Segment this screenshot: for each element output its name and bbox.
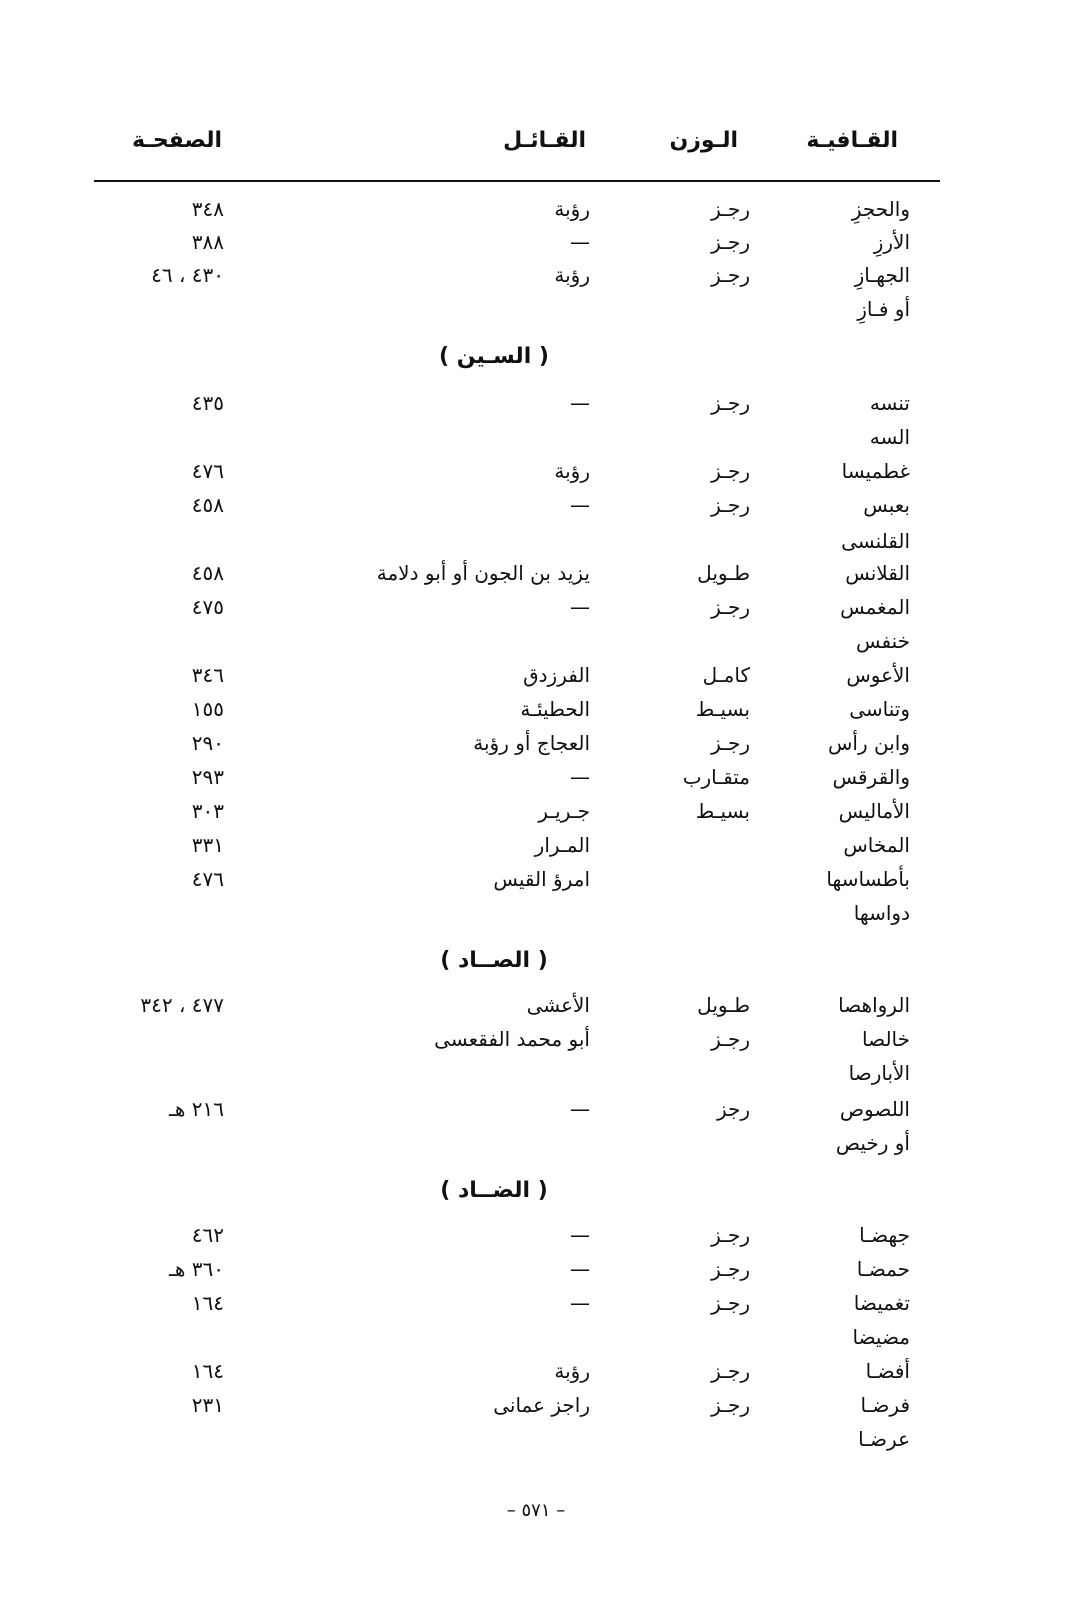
qafiya-cell: حمضـا [856, 1257, 910, 1281]
qafiya-cell: أو فـازِ [857, 297, 910, 321]
wazn-cell: طـويل [697, 561, 750, 585]
wazn-cell: رجـز [711, 230, 750, 254]
header-rule [94, 180, 940, 182]
qafiya-cell: والقرقس [832, 765, 910, 789]
qafiya-cell: القلنسى [841, 529, 910, 553]
page-cell: ٣٦٠ هـ [169, 1257, 224, 1281]
qafiya-cell: جهضـا [859, 1223, 910, 1247]
table-row [0, 794, 1092, 828]
table-row [0, 760, 1092, 794]
section-heading-saad: ( الصــاد ) [440, 948, 548, 973]
table-row [0, 386, 1092, 420]
wazn-cell: رجـز [711, 1291, 750, 1315]
qaail-cell: راجز عمانى [493, 1393, 590, 1417]
page-cell: ٤٧٧ ، ٣٤٢ [140, 993, 224, 1017]
header-qaail: القـائـل [503, 128, 586, 153]
table-row [0, 1388, 1092, 1422]
page-cell: ٣٤٦ [191, 663, 224, 687]
wazn-cell: رجـز [711, 731, 750, 755]
qaail-cell: امرؤ القيس [493, 867, 590, 891]
table-row [0, 624, 1092, 658]
header-wazn: الـوزن [669, 128, 738, 153]
page-cell: ٣٤٨ [191, 197, 224, 221]
page-cell: ٤٧٦ [191, 459, 224, 483]
qaail-cell: أبو محمد الفقعسى [434, 1027, 590, 1051]
wazn-cell: رجـز [711, 263, 750, 287]
qaail-cell: رؤبة [554, 197, 590, 221]
page-cell: ٢٣١ [191, 1393, 224, 1417]
qafiya-cell: وتناسى [849, 697, 910, 721]
table-row [0, 692, 1092, 726]
table-row [0, 1092, 1092, 1126]
qaail-cell: الأعشى [526, 993, 590, 1017]
page-cell: ٣٣١ [191, 833, 224, 857]
qafiya-cell: المغمس [840, 595, 910, 619]
qafiya-cell: الرواهصا [838, 993, 910, 1017]
table-row [0, 1422, 1092, 1456]
wazn-cell: رجـز [711, 1359, 750, 1383]
qaail-cell: رؤبة [554, 1359, 590, 1383]
wazn-cell: رجـز [711, 1393, 750, 1417]
qaail-cell: العجاج أو رؤبة [473, 731, 590, 755]
page-cell: ٤٥٨ [191, 561, 224, 585]
qafiya-cell: القلانس [845, 561, 910, 585]
wazn-cell: رجـز [711, 595, 750, 619]
qaail-cell: رؤبة [554, 263, 590, 287]
page-cell: ١٦٤ [191, 1291, 224, 1315]
page-cell: ٤٥٨ [191, 493, 224, 517]
qaail-cell: — [570, 391, 590, 415]
qafiya-cell: أو رخيص [835, 1131, 910, 1155]
qaail-cell: — [570, 230, 590, 254]
wazn-cell: رجـز [711, 459, 750, 483]
qaail-cell: الفرزدق [523, 663, 590, 687]
page-number: – ٥٧١ – [506, 1500, 566, 1521]
page-cell: ١٥٥ [191, 697, 224, 721]
table-row [0, 862, 1092, 896]
qafiya-cell: خنفس [855, 629, 910, 653]
section-heading-seen: ( السـين ) [439, 344, 549, 369]
qafiya-cell: والحجزِ [851, 197, 910, 221]
wazn-cell: رجـز [711, 1223, 750, 1247]
wazn-cell: بسيـط [695, 799, 750, 823]
qafiya-cell: تغميضا [853, 1291, 910, 1315]
section-heading-daad: ( الضــاد ) [440, 1178, 548, 1203]
qafiya-cell: خالصا [862, 1027, 910, 1051]
qafiya-cell: مضيضا [852, 1325, 910, 1349]
table-row [0, 1218, 1092, 1252]
qafiya-cell: الجهـازِ [854, 263, 910, 287]
qafiya-cell: السه [869, 425, 910, 449]
table-row [0, 658, 1092, 692]
table-row [0, 1056, 1092, 1090]
qaail-cell: — [570, 1291, 590, 1315]
qaail-cell: يزيد بن الجون أو أبو دلامة [376, 561, 590, 585]
wazn-cell: طـويل [697, 993, 750, 1017]
qaail-cell: رؤبة [554, 459, 590, 483]
page-cell: ٣٨٨ [191, 230, 224, 254]
table-row [0, 1286, 1092, 1320]
table-row [0, 488, 1092, 522]
qafiya-cell: بعبس [863, 493, 910, 517]
table-row [0, 1320, 1092, 1354]
page-cell: ٤٣٥ [191, 391, 224, 415]
table-row [0, 828, 1092, 862]
page-cell: ١٦٤ [191, 1359, 224, 1383]
wazn-cell: رجـز [711, 1257, 750, 1281]
qaail-cell: جـريـر [538, 799, 590, 823]
qaail-cell: — [570, 493, 590, 517]
table-row [0, 1252, 1092, 1286]
table-row [0, 258, 1092, 292]
wazn-cell: رجـز [711, 197, 750, 221]
wazn-cell: رجـز [711, 493, 750, 517]
qafiya-cell: اللصوص [839, 1097, 910, 1121]
page-cell: ٢٩٠ [191, 731, 224, 755]
page-cell: ٤٧٥ [191, 595, 224, 619]
table-row [0, 192, 1092, 226]
page-cell: ٤٧٦ [191, 867, 224, 891]
qafiya-cell: عرضـا [858, 1427, 910, 1451]
table-row [0, 590, 1092, 624]
qafiya-cell: غطميسا [841, 459, 910, 483]
qaail-cell: الحطيئـة [520, 697, 590, 721]
wazn-cell: كامـل [702, 663, 750, 687]
qafiya-cell: بأطساسها [826, 867, 910, 891]
qaail-cell: — [570, 595, 590, 619]
table-row [0, 225, 1092, 259]
qafiya-cell: الأبارصا [848, 1061, 910, 1085]
qafiya-cell: وابن رأس [828, 731, 910, 755]
page-cell: ٢٩٣ [191, 765, 224, 789]
qafiya-cell: فرضـا [860, 1393, 910, 1417]
qafiya-cell: تنسه [869, 391, 910, 415]
header-page: الصفحـة [131, 128, 222, 153]
page-cell: ٤٣٠ ، ٤٦ [151, 263, 224, 287]
table-row [0, 454, 1092, 488]
qafiya-cell: الأماليس [838, 799, 910, 823]
qaail-cell: — [570, 1223, 590, 1247]
wazn-cell: متقـارب [682, 765, 750, 789]
table-row [0, 524, 1092, 558]
header-qafiya: القـافيـة [806, 128, 898, 153]
page-cell: ٤٦٢ [191, 1223, 224, 1247]
qafiya-cell: دواسها [853, 901, 910, 925]
qaail-cell: — [570, 1097, 590, 1121]
table-row [0, 988, 1092, 1022]
table-row [0, 1354, 1092, 1388]
qafiya-cell: الأعوس [846, 663, 910, 687]
qafiya-cell: أفضـا [865, 1359, 910, 1383]
page-cell: ٣٠٣ [191, 799, 224, 823]
wazn-cell: رجـز [711, 1027, 750, 1051]
qaail-cell: — [570, 765, 590, 789]
qaail-cell: المـرار [534, 833, 590, 857]
table-row [0, 726, 1092, 760]
qaail-cell: — [570, 1257, 590, 1281]
page-cell: ٢١٦ هـ [169, 1097, 224, 1121]
qafiya-cell: المخاس [843, 833, 910, 857]
wazn-cell: بسيـط [695, 697, 750, 721]
table-row [0, 896, 1092, 930]
table-row [0, 556, 1092, 590]
table-row [0, 1126, 1092, 1160]
table-row [0, 420, 1092, 454]
wazn-cell: رجـز [711, 391, 750, 415]
wazn-cell: رجز [716, 1097, 750, 1121]
table-row [0, 292, 1092, 326]
table-row [0, 1022, 1092, 1056]
qafiya-cell: الأرزِ [873, 230, 910, 254]
